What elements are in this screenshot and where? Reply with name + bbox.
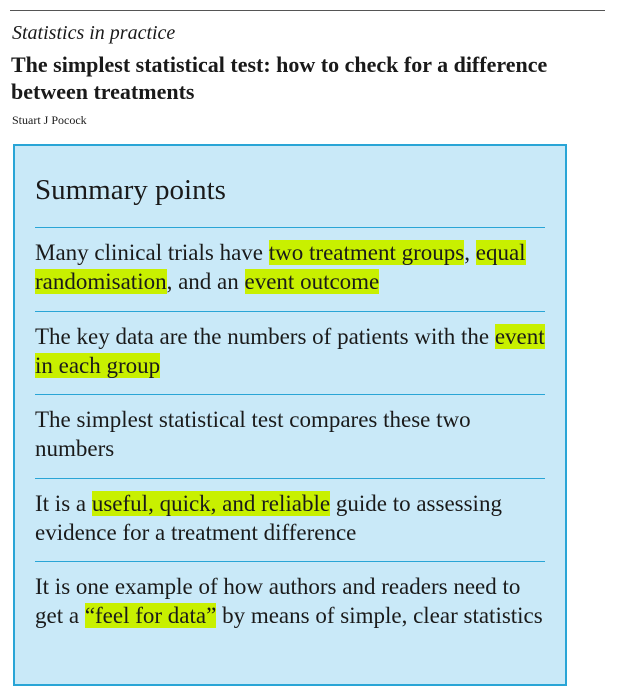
summary-point: The simplest statistical test compares these two numbers [35, 395, 545, 479]
highlighted-phrase: “feel for data” [84, 603, 217, 628]
highlighted-phrase: event outcome [244, 269, 380, 294]
summary-point: It is one example of how authors and readers need to get a “feel for data” by means of simple, clear statistics [35, 574, 543, 628]
article-title: The simplest statistical test: how to check for a difference between treatments [11, 52, 548, 104]
highlighted-phrase: equal randomisation [35, 240, 526, 294]
summary-point: Many clinical trials have two treatment groups, equal randomisation, and an event outcome [35, 228, 545, 312]
summary-heading: Summary points [35, 146, 545, 228]
author-byline: Stuart J Pocock [12, 113, 87, 127]
highlighted-phrase: event in each group [35, 323, 545, 378]
top-rule [10, 10, 605, 11]
highlighted-phrase: useful, quick, and reliable [91, 490, 331, 516]
summary-point: It is a useful, quick, and reliable guide to assessing evidence for a treatment difference [35, 479, 545, 563]
summary-point: The key data are the numbers of patients with the event in each group [35, 312, 545, 396]
summary-box [13, 144, 567, 686]
highlighted-phrase: two treatment groups [268, 240, 465, 265]
series-label: Statistics in practice [12, 22, 176, 44]
